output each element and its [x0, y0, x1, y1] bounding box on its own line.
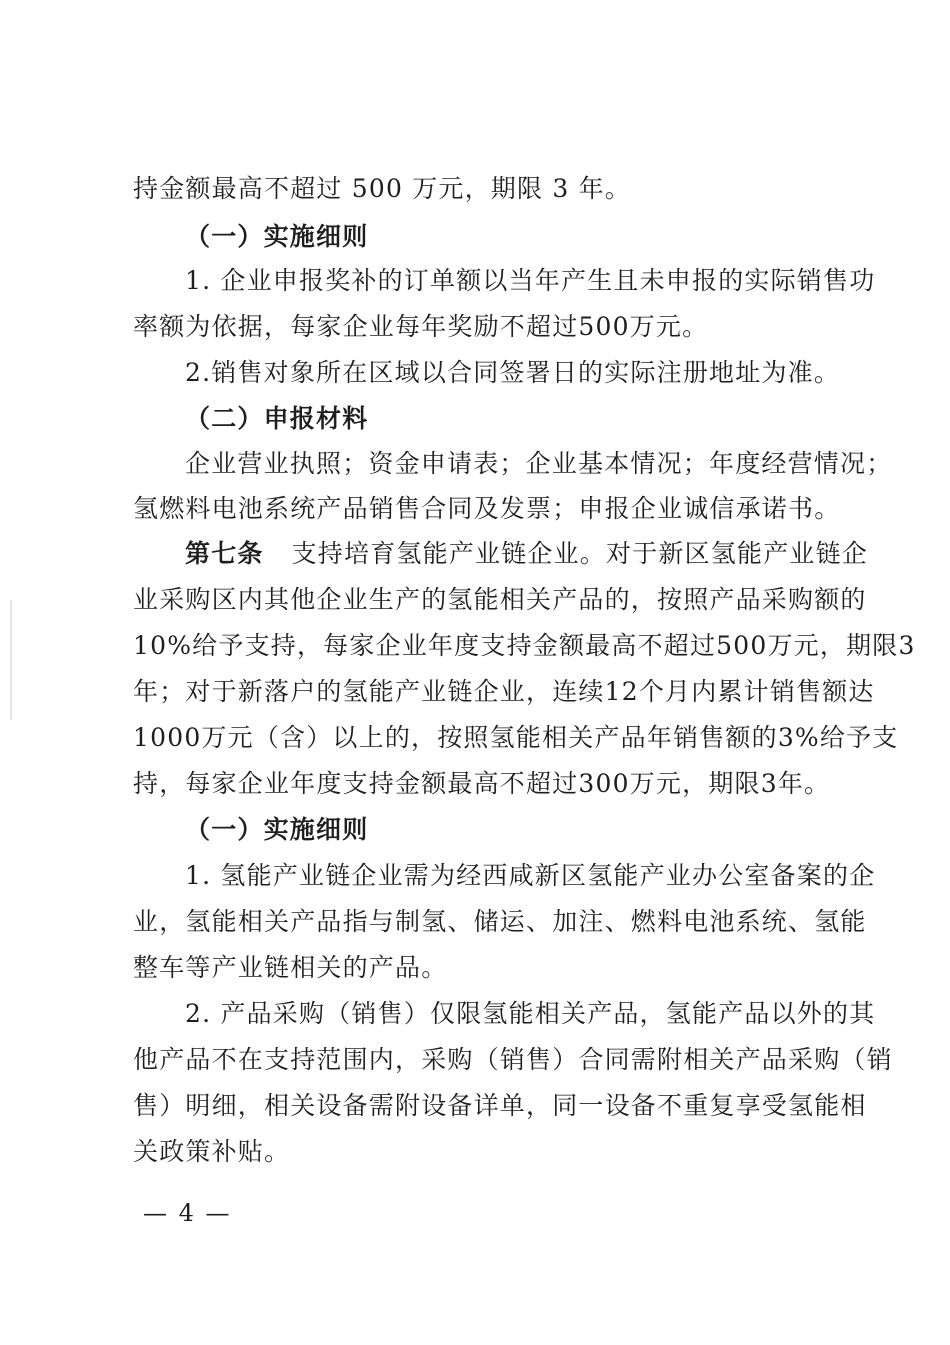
paragraph-line: 年；对于新落户的氢能产业链企业，连续12个月内累计销售额达 — [133, 677, 875, 706]
paragraph-line: 企业营业执照；资金申请表；企业基本情况；年度经营情况； — [185, 449, 893, 478]
paragraph-line: 1000万元（含）以上的，按照氢能相关产品年销售额的3%给予支 — [133, 723, 899, 752]
section-heading: （二）申报材料 — [185, 404, 369, 433]
paragraph-line: 关政策补贴。 — [133, 1137, 291, 1166]
paragraph-line: 1. 氢能产业链企业需为经西咸新区氢能产业办公室备案的企 — [185, 861, 876, 890]
article-text: 支持培育氢能产业链企业。对于新区氢能产业链企 — [291, 539, 869, 568]
paragraph-line: 售）明细，相关设备需附设备详单，同一设备不重复享受氢能相 — [133, 1091, 867, 1120]
paragraph-line: 2. 产品采购（销售）仅限氢能相关产品，氢能产品以外的其 — [185, 999, 876, 1028]
paragraph-line: 业采购区内其他企业生产的氢能相关产品的，按照产品采购额的 — [133, 585, 867, 614]
paragraph-line: 氢燃料电池系统产品销售合同及发票；申报企业诚信承诺书。 — [133, 494, 841, 523]
paragraph-line: 持金额最高不超过 500 万元，期限 3 年。 — [133, 174, 632, 203]
paragraph-line: 他产品不在支持范围内，采购（销售）合同需附相关产品采购（销 — [133, 1045, 893, 1074]
paragraph-line: 持，每家企业年度支持金额最高不超过300万元，期限3年。 — [133, 769, 831, 798]
scan-edge-mark — [10, 600, 12, 720]
article-label: 第七条 — [185, 539, 264, 568]
section-heading: （一）实施细则 — [185, 222, 369, 251]
paragraph-line: 率额为依据，每家企业每年奖励不超过500万元。 — [133, 312, 709, 341]
paragraph-line: 10%给予支持，每家企业年度支持金额最高不超过500万元，期限3 — [133, 631, 916, 660]
paragraph-line: 2.销售对象所在区域以合同签署日的实际注册地址为准。 — [185, 358, 841, 387]
section-heading: （一）实施细则 — [185, 815, 369, 844]
paragraph-line: 1. 企业申报奖补的订单额以当年产生且未申报的实际销售功 — [185, 266, 876, 295]
article-7-first-line — [185, 539, 869, 569]
paragraph-line: 业，氢能相关产品指与制氢、储运、加注、燃料电池系统、氢能 — [133, 907, 867, 936]
paragraph-line: 整车等产业链相关的产品。 — [133, 953, 448, 982]
page-number: — 4 — — [143, 1199, 232, 1227]
